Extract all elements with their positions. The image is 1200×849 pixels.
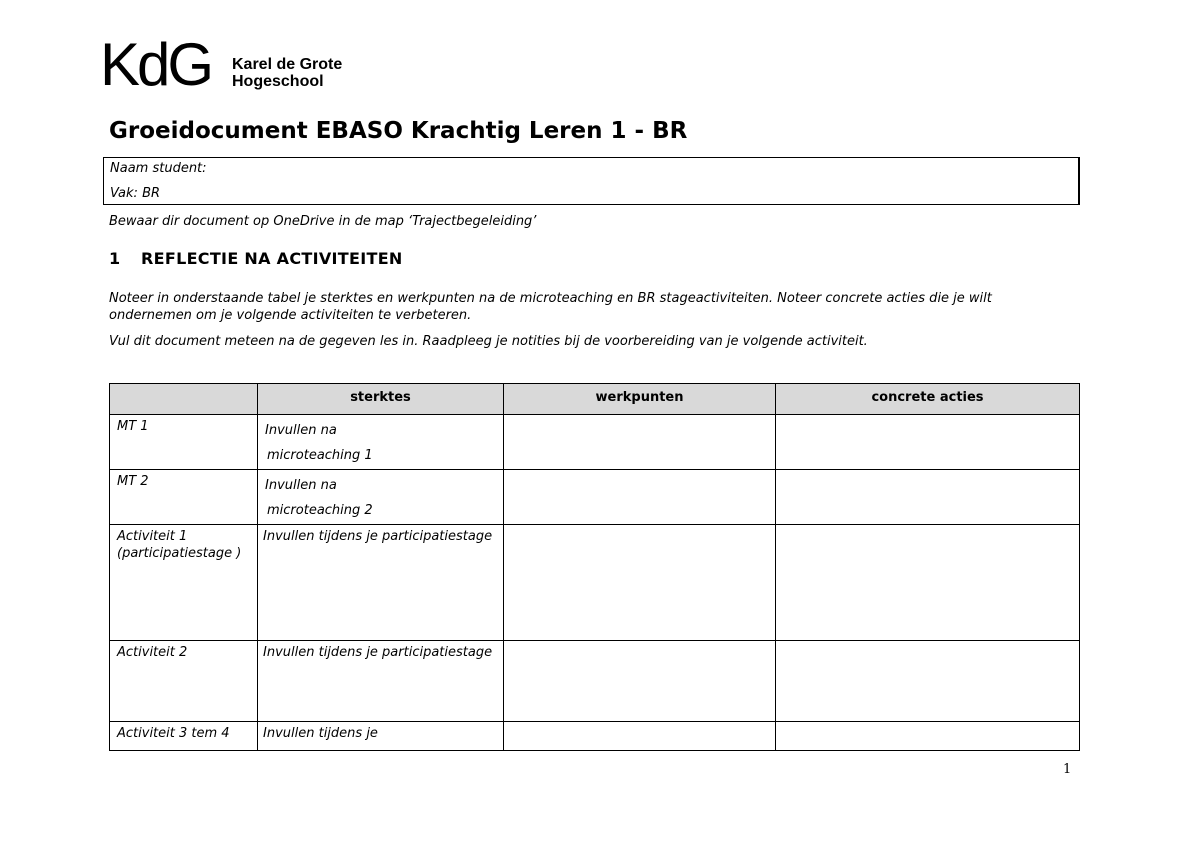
row-label: MT 2 — [117, 474, 149, 489]
course-field[interactable]: Vak: BR — [110, 186, 161, 201]
row-label: Activiteit 2 — [117, 645, 188, 660]
table-row — [110, 525, 1080, 641]
save-note: Bewaar dir document op OneDrive in de map ‘Trajectbegeleiding’ — [109, 214, 537, 229]
row-label: Activiteit 3 tem 4 — [117, 726, 230, 741]
section-title: REFLECTIE NA ACTIVITEITEN — [141, 249, 403, 268]
strengths-line-2: microteaching 1 — [267, 448, 373, 463]
actions-cell[interactable] — [776, 470, 1080, 525]
intro-paragraph-2: Vul dit document meteen na de gegeven les in. Raadpleeg je notities bij de voorbereiding van je volgende activiteit. — [109, 334, 868, 349]
improvements-cell[interactable] — [504, 722, 776, 751]
header-concrete-acties: concrete acties — [776, 384, 1080, 415]
row-label-cell — [110, 415, 258, 470]
logo-line-1: Karel de Grote — [232, 56, 343, 73]
row-label-cell — [110, 722, 258, 751]
strengths-text: Invullen tijdens je participatiestage — [263, 529, 493, 544]
improvements-cell[interactable] — [504, 415, 776, 470]
strengths-cell[interactable] — [258, 641, 504, 722]
kdg-logo-mark: KdG — [100, 31, 212, 98]
improvements-cell[interactable] — [504, 525, 776, 641]
actions-cell[interactable] — [776, 722, 1080, 751]
row-label: Activiteit 1 (participatiestage ) — [117, 529, 242, 561]
actions-cell[interactable] — [776, 525, 1080, 641]
intro-text — [109, 290, 1059, 359]
document-title: Groeidocument EBASO Krachtig Leren 1 - BR — [109, 118, 688, 144]
page-number: 1 — [1063, 762, 1072, 777]
logo-line-2: Hogeschool — [232, 73, 324, 90]
intro-paragraph-1: Noteer in onderstaande tabel je sterktes en werkpunten na de microteaching en BR stageactiviteiten. Noteer concrete acties die je wilt ondernemen om je volgende activiteiten te verbeteren. — [109, 291, 992, 323]
strengths-cell[interactable] — [258, 525, 504, 641]
strengths-cell[interactable] — [258, 470, 504, 525]
student-info-box — [103, 157, 1080, 205]
header-sterktes: sterktes — [258, 384, 504, 415]
strengths-cell[interactable] — [258, 722, 504, 751]
student-name-field[interactable]: Naam student: — [110, 161, 207, 176]
strengths-text: Invullen tijdens je — [263, 726, 378, 741]
table-row — [110, 722, 1080, 751]
table-header-row — [110, 384, 1080, 415]
reflection-table — [109, 383, 1080, 751]
improvements-cell[interactable] — [504, 641, 776, 722]
strengths-line-1: Invullen na — [265, 478, 337, 493]
kdg-logo-text — [232, 56, 342, 90]
improvements-cell[interactable] — [504, 470, 776, 525]
header-activity — [110, 384, 258, 415]
row-label-cell — [110, 641, 258, 722]
strengths-cell[interactable] — [258, 415, 504, 470]
table-row — [110, 470, 1080, 525]
info-divider — [104, 181, 1078, 182]
table-row — [110, 641, 1080, 722]
actions-cell[interactable] — [776, 415, 1080, 470]
strengths-text: Invullen tijdens je participatiestage — [263, 645, 493, 660]
strengths-line-2: microteaching 2 — [267, 503, 373, 518]
section-number: 1 — [109, 249, 121, 268]
row-label: MT 1 — [117, 419, 149, 434]
strengths-line-1: Invullen na — [265, 423, 337, 438]
actions-cell[interactable] — [776, 641, 1080, 722]
table-row — [110, 415, 1080, 470]
section-heading — [109, 249, 403, 268]
row-label-cell — [110, 470, 258, 525]
row-label-cell — [110, 525, 258, 641]
header-werkpunten: werkpunten — [504, 384, 776, 415]
